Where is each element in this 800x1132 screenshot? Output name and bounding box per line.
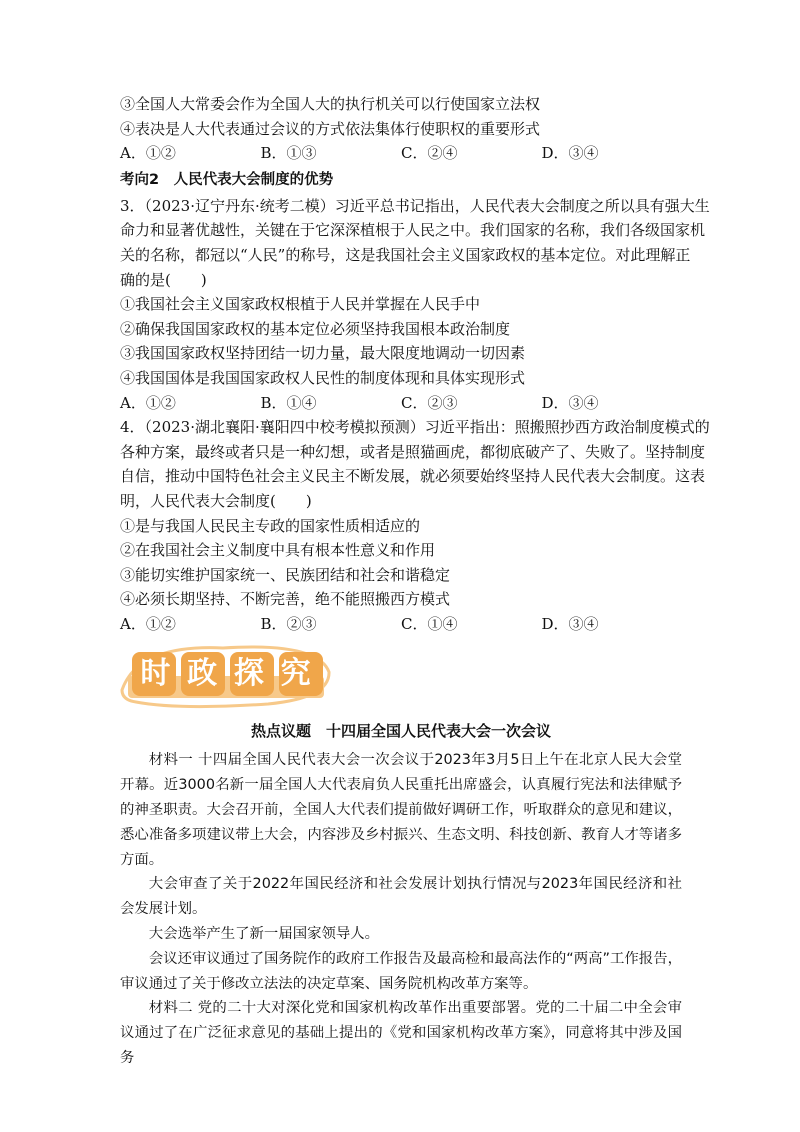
q4-stem-line: 明，人民代表大会制度( ): [120, 491, 312, 510]
q4-stem-line: 4．（2023·湖北襄阳·襄阳四中校考模拟预测）习近平指出：照搬照抄西方政治制度模式的: [120, 418, 710, 437]
q3-option-a: A．①②: [120, 393, 176, 412]
document-page: [120, 92, 710, 1071]
q2-option-c: C．②④: [401, 144, 458, 163]
q2-option-d: D．③④: [541, 144, 599, 163]
q2-statement-3: ③全国人大常委会作为全国人大的执行机关可以行使国家立法权: [120, 95, 541, 113]
q2-option-b: B．①③: [260, 144, 317, 163]
q4-statement-2: ②在我国社会主义制度中具有根本性意义和作用: [120, 541, 436, 560]
materials: [120, 748, 682, 1070]
current-affairs-banner: [118, 638, 333, 710]
q4-option-b: B．②③: [260, 614, 317, 633]
question-4: [120, 415, 710, 636]
q3-stem-line: 确的是( ): [120, 270, 207, 289]
q3-statement-3: ③我国国家政权坚持团结一切力量，最大限度地调动一切因素: [120, 344, 526, 363]
q3-statement-4: ④我国国体是我国国家政权人民性的制度体现和具体实现形式: [120, 368, 526, 387]
material-paragraph: 材料一 十四届全国人民代表大会一次会议于2023年3月5日上午在北京人民大会堂开幕。近3000名新一届全国人大代表肩负人民重托出席盛会，认真履行宪法和法律赋予的神圣职责。大会召开前，全国人大代表们提前做好调研工作，听取群众的意见和建议，悉心准备多项建议带上大会，内容涉及乡村振兴、生态文明、科技创新、教育人才等诸多方面。: [120, 752, 682, 868]
q3-stem-line: 关的名称，都冠以“人民”的称号，这是我国社会主义国家政权的基本定位。对此理解正: [120, 245, 691, 264]
material-paragraph: 大会选举产生了新一届国家领导人。: [148, 926, 380, 943]
section-heading: 考向2 人民代表大会制度的优势: [120, 171, 334, 188]
material-paragraph: 大会审查了关于2022年国民经济和社会发展计划执行情况与2023年国民经济和社会发展计划。: [120, 876, 682, 918]
q2-option-a: A．①②: [120, 144, 176, 163]
banner-char: 时: [140, 656, 171, 692]
q2-options: [120, 141, 682, 166]
q3-stem-line: 命力和显著优越性，关键在于它深深植根于人民之中。我们国家的名称，我们各级国家机: [120, 221, 706, 240]
q2-tail: [120, 92, 682, 166]
q4-stem-line: 各种方案，最终或者只是一种幻想，或者是照猫画虎，都彻底破产了、失败了。坚持制度: [120, 442, 706, 461]
material-paragraph: 会议还审议通过了国务院作的政府工作报告及最高检和最高法作的“两高”工作报告，审议通过了关于修改立法法的决定草案、国务院机构改革方案等。: [120, 950, 682, 992]
q4-option-a: A．①②: [120, 614, 176, 633]
q4-statement-4: ④必须长期坚持、不断完善，绝不能照搬西方模式: [120, 590, 451, 609]
q4-stem-line: 自信，推动中国特色社会主义民主不断发展，就必须要始终坚持人民代表大会制度。这表: [120, 467, 706, 486]
q3-option-d: D．③④: [541, 393, 599, 412]
banner-char: 探: [233, 656, 264, 692]
q4-option-c: C．①④: [401, 614, 458, 633]
banner-char: 究: [280, 656, 311, 692]
q4-option-d: D．③④: [541, 614, 599, 633]
q4-options: [120, 612, 682, 637]
q4-statement-1: ①是与我国人民民主专政的国家性质相适应的: [120, 516, 421, 535]
q3-statement-2: ②确保我国国家政权的基本定位必须坚持我国根本政治制度: [120, 319, 511, 338]
q4-statement-3: ③能切实维护国家统一、民族团结和社会和谐稳定: [120, 565, 451, 584]
q3-option-c: C．②③: [401, 393, 458, 412]
q3-options: [120, 391, 682, 416]
question-3: [120, 194, 710, 415]
q3-option-b: B．①④: [260, 393, 317, 412]
q2-statement-4: ④表决是人大代表通过会议的方式依法集体行使职权的重要形式: [120, 119, 541, 138]
banner-char: 政: [187, 656, 218, 692]
q3-statement-1: ①我国社会主义国家政权根植于人民并掌握在人民手中: [120, 295, 481, 314]
q3-stem-line: 3．（2023·辽宁丹东·统考二模）习近平总书记指出，人民代表大会制度之所以具有强大生: [120, 196, 710, 215]
material-paragraph: 材料二 党的二十大对深化党和国家机构改革作出重要部署。党的二十届二中全会审议通过了在广泛征求意见的基础上提出的《党和国家机构改革方案》，同意将其中涉及国务: [120, 1000, 682, 1067]
topic-title: 热点议题 十四届全国人民代表大会一次会议: [250, 722, 551, 741]
banner-chars: [118, 638, 333, 710]
